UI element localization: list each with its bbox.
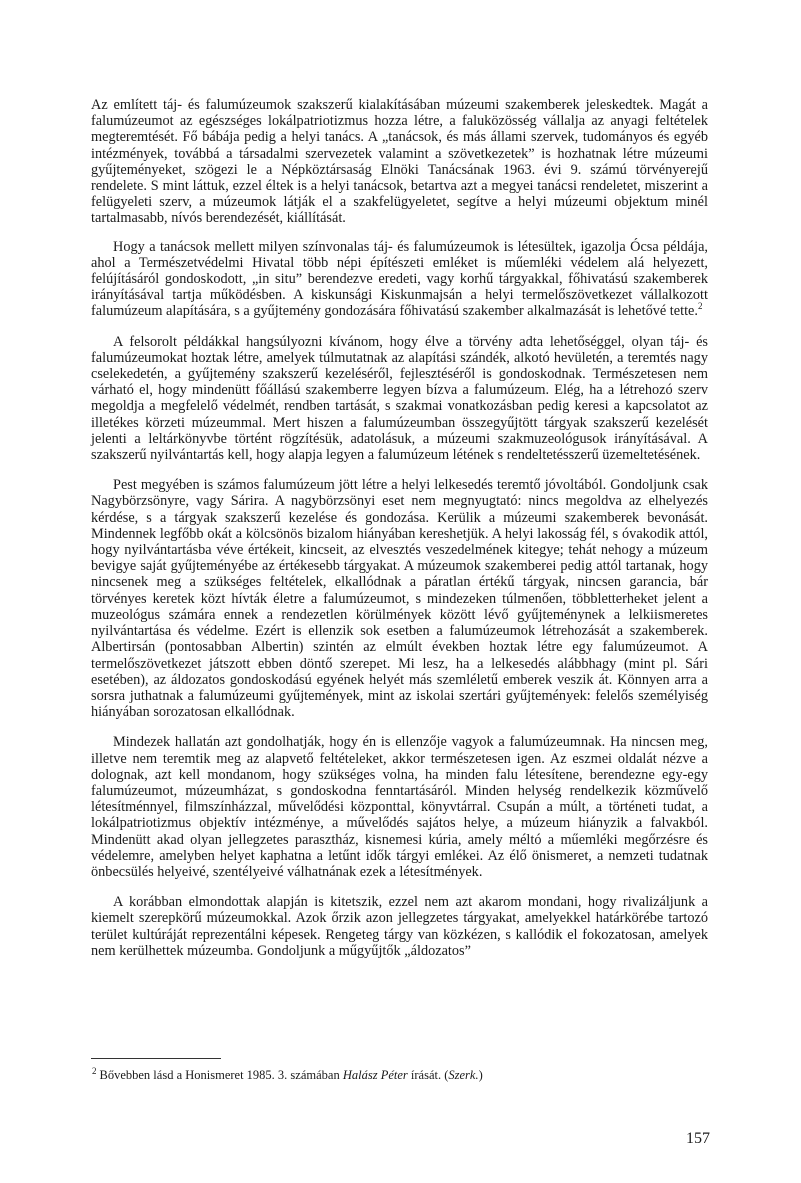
paragraph-5-opening: Mindezek hallatán azt gondolhatják, hogy én is ellenzője vagyok a falumúzeumnak.	[113, 734, 606, 751]
paragraph-6	[91, 894, 708, 959]
footnote-text-after: )	[478, 1068, 483, 1082]
footnote-editor: Szerk.	[448, 1068, 479, 1082]
footnote	[92, 1065, 692, 1083]
paragraph-1-text: Magát a falumúzeumot az egészséges lokálpatriotizmus hozza létre, a faluközösség vállalja az anyagi feltételek megteremtését. Fő bábája pedig a helyi tanács. A „tanácsok, és más állami szervek, tudományos és egyéb intézmények, továbbá a társadalmi szervezetek valamint a szövetkezetek” is hozhatnak létre múzeumi gyűjteményeket, szögezi le a Népköztársaság Elnöki Tanácsának 1963. évi 9. számú törvényerejű rendelete. S mint láttuk, ezzel éltek is a helyi tanácsok, betartva azt a megyei tanácsi rendeletet, miszerint a felügyeleti szerv, a múzeumok látják el a szakfelügyeletet, segítve a helyi múzeumi objektum minél tartalmasabb, nívós berendezését, kiállítását.	[91, 97, 708, 227]
paragraph-6-opening: A korábban elmondottak alapján is kitetszik, ezzel nem azt akarom mondani, hogy rivalizáljunk a kiemelt szerepkörű múzeumokkal.	[91, 894, 708, 927]
paragraph-4	[91, 477, 708, 720]
footnote-number: 2	[92, 1065, 97, 1076]
paragraph-6-text: Azok őrzik azon jellegzetes tárgyakat, amelyekkel határkörébe tartozó terület kultúráját reprezentálni képesek. Rengeteg tárgy van közkézen, s kallódik el fokozatosan, amelyek nem kerülhettek múzeumba. Gondoljunk a műgyűjtők „áldozatos”	[91, 910, 708, 959]
paragraph-2-opening: Hogy a tanácsok mellett milyen színvonalas táj- és falumúzeumok is létesültek, igazolja Ócsa példája,	[113, 238, 708, 255]
paragraph-5	[91, 734, 708, 880]
paragraph-3-opening: A felsorolt példákkal hangsúlyozni kívánom, hogy élve a törvény adta lehetőséggel, olyan táj- és falumúzeumokat hoztak létre,	[91, 333, 708, 366]
page-number: 157	[686, 1130, 710, 1147]
footnote-text-middle: írását. (	[407, 1068, 449, 1082]
page-body	[91, 97, 708, 973]
footnote-text-before: Bővebben lásd a Honismeret 1985. 3. számában	[99, 1068, 343, 1082]
paragraph-2-text: ahol a Természetvédelmi Hivatal több népi építészeti emléket is műemléki védelem alá helyezett, felújításáról gondoskodott, „in situ” berendezve eredeti, vagy korhű tárgyakkal, főhivatású szakemberek irányításával tartja működésben. A kiskunsági Kiskunmajsán a helyi termelőszövetkezet vállalkozott falumúzeum alapítására, s a gyűjtemény gondozására főhivatású szakember alkalmazását is lehetővé tette.	[91, 254, 708, 320]
paragraph-1	[91, 97, 708, 227]
footnote-divider	[91, 1058, 221, 1059]
paragraph-3	[91, 334, 708, 464]
paragraph-5-text: Ha nincsen meg, illetve nem teremtik meg az alapvető feltételeket, akkor természetesen igen. Az eszmei oldalát nézve a dolognak, azt kell mondanom, hogy szükséges volna, ha minden falu létesítene, berendezne egy-egy falumúzeumot, múzeumházat, s gondoskodna fenntartásáról. Minden helység rendelkezik közművelő létesítménnyel, filmszínházzal, művelődési központtal, könyvtárral. Csupán a múlt, a történeti tudat, a lokálpatriotizmus objektív intézménye, a művelődés sajátos helye, a múzeum hiányzik a falvakból. Mindenütt akad olyan jellegzetes parasztház, kisnemesi kúria, amely méltó a műemléki megőrzésre és védelemre, amelyben helyet kaphatna a letűnt idők tárgyi emlékei. Az élő önismeret, a nemzeti tudatnak önbecsülés helyeivé, szentélyeivé válhatnának ezek a létesítmények.	[91, 734, 708, 880]
paragraph-1-opening: Az említett táj- és falumúzeumok szakszerű kialakításában múzeumi szakemberek jeleskedtek.	[91, 97, 654, 113]
paragraph-4-text: A nagybörzsönyi eset nem megnyugtató: nincs megoldva az elhelyezés kérdése, s a tárgyak szakszerű kezelése és gondozása. Kerülik a múzeumi szakemberek bevonását. Mindennek legfőbb okát a kölcsönös bizalom hiányában kereshetjük. A helyi lakosság fél, s óvakodik attól, hogy nyilvántartásba véve értékeit, kincseit, az elvesztés veszedelmének kitegye; tehát nehogy a múzeum bevigye saját gyűjteményébe az értékesebb tárgyakat. A múzeumok szakemberei pedig attól tartanak, hogy nincsenek meg a szükséges feltételek, elkallódnak a páratlan értékű tárgyak, nincsen garancia, bár törvényes keretek közt hívták életre a falumúzeumot, s mindezeken túlmenően, többletterheket jelent a muzeológus számára ennek a rendezetlen körülmények között lévő gyűjteménynek a lelkiismeretes nyilvántartása és védelme. Ezért is ellenzik sok esetben a falumúzeumok létrehozását a szakemberek. Albertirsán (pontosabban Albertin) szintén az elmúlt években hoztak létre egy falumúzeumot. A termelőszövetkezet játszott ebben döntő szerepet. Mi lesz, ha a lelkesedés alábbhagy (mint pl. Sári esetében), az áldozatos gondoskodású egyének helyét más szemléletű emberek veszik át. Könnyen arra a sorsra juthatnak a falumúzeumi gyűjtemények, mint az iskolai szertári gyűjtemények: felelős személyiség hiányában sorozatosan elkallódnak.	[91, 493, 708, 721]
paragraph-3-text: amelyek túlmutatnak az alapítási szándék, alkotó hevületén, a teremtés nagy cselekedetén, a gyűjtemény szakszerű kezeléséről, fejlesztéséről is gondoskodnak. Természetesen nem várható el, hogy mindenütt főállású szakemberre legyen bízva a falumúzeum. Elég, ha a létrehozó szerv megoldja a megfelelő védelmét, rendben tartását, s szakmai vonatkozásban pedig keresi a kapcsolatot az illetékes körzeti múzeummal. Mert hiszen a falumúzeumban összegyűjtött tárgyak szakszerű kezelését jelenti a leltárkönyvbe történt rögzítésük, adatolásuk, a múzeumi szakmuzeológusok irányításával. A szakszerű nyilvántartás kell, hogy alapja legyen a falumúzeum létének s rendeltetésszerű üzemeltetésének.	[91, 349, 708, 464]
paragraph-2	[91, 239, 708, 320]
paragraph-4-opening: Pest megyében is számos falumúzeum jött létre a helyi lelkesedés teremtő jóvoltából. Gondoljunk csak Nagybörzsönyre, vagy Sárira.	[91, 477, 708, 510]
footnote-author: Halász Péter	[342, 1068, 408, 1082]
footnote-reference[interactable]: 2	[697, 301, 703, 312]
